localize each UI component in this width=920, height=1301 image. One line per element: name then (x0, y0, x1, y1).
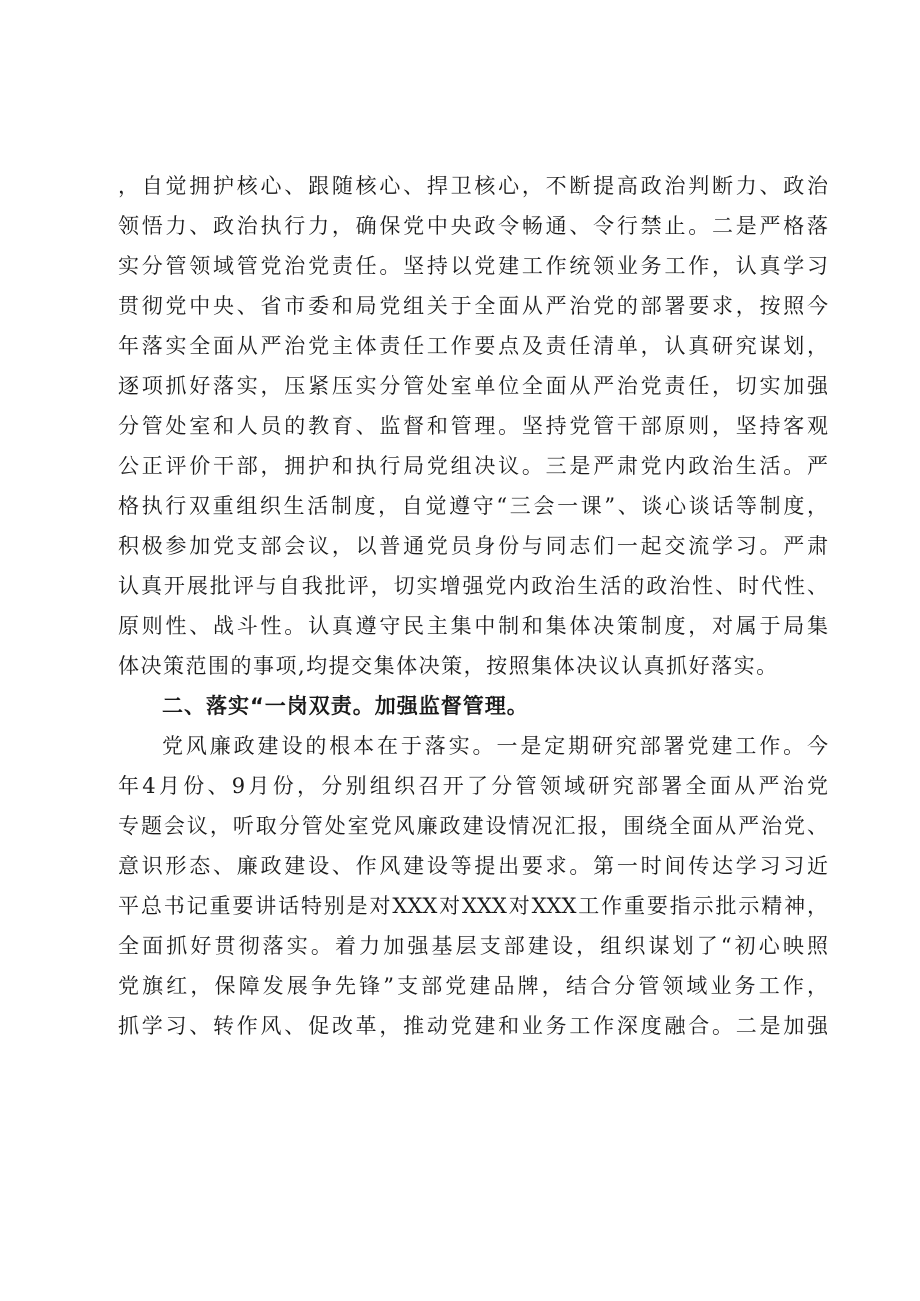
paragraph-line: 原则性、战斗性。认真遵守民主集中制和集体决策制度，对属于局集 (118, 614, 828, 638)
paragraph-line: 积极参加党支部会议，以普通党员身份与同志们一起交流学习。严肃 (118, 534, 828, 558)
paragraph-line: 公正评价干部，拥护和执行局党组决议。三是严肃党内政治生活。严 (118, 454, 828, 478)
paragraph-line: 全面抓好贯彻落实。着力加强基层支部建设，组织谋划了“初心映照 (118, 934, 828, 958)
paragraph-line: 平总书记重要讲话特别是对XXX对XXX对XXX工作重要指示批示精神， (118, 894, 828, 918)
section-heading: 二、落实“一岗双责。加强监督管理。 (162, 694, 529, 718)
paragraph-line: 认真开展批评与自我批评，切实增强党内政治生活的政治性、时代性、 (118, 574, 828, 598)
paragraph-line: 格执行双重组织生活制度，自觉遵守“三会一课”、谈心谈话等制度， (118, 494, 828, 518)
paragraph-line: 实分管领域管党治党责任。坚持以党建工作统领业务工作，认真学习 (118, 254, 828, 278)
paragraph-line: 贯彻党中央、省市委和局党组关于全面从严治党的部署要求，按照今 (118, 294, 828, 318)
paragraph-line: 领悟力、政治执行力，确保党中央政令畅通、令行禁止。二是严格落 (118, 214, 828, 238)
paragraph-line: 抓学习、转作风、促改革，推动党建和业务工作深度融合。二是加强 (118, 1014, 828, 1038)
paragraph-line: 逐项抓好落实，压紧压实分管处室单位全面从严治党责任，切实加强 (118, 374, 828, 398)
paragraph-line: 党旗红，保障发展争先锋”支部党建品牌，结合分管领域业务工作， (118, 974, 828, 998)
paragraph-line: 年4月份、9月份，分别组织召开了分管领域研究部署全面从严治党 (118, 774, 828, 798)
paragraph-line: 专题会议，听取分管处室党风廉政建设情况汇报，围绕全面从严治党、 (118, 814, 828, 838)
paragraph-line: ，自觉拥护核心、跟随核心、捍卫核心，不断提高政治判断力、政治 (118, 174, 828, 198)
paragraph-line: 意识形态、廉政建设、作风建设等提出要求。第一时间传达学习习近 (118, 854, 828, 878)
paragraph-line: 分管处室和人员的教育、监督和管理。坚持党管干部原则，坚持客观 (118, 414, 828, 438)
paragraph-line: 体决策范围的事项,均提交集体决策，按照集体决议认真抓好落实。 (118, 654, 779, 678)
paragraph-line: 党风廉政建设的根本在于落实。一是定期研究部署党建工作。今 (162, 734, 828, 758)
document-body (118, 166, 828, 1046)
paragraph-line: 年落实全面从严治党主体责任工作要点及责任清单，认真研究谋划， (118, 334, 828, 358)
